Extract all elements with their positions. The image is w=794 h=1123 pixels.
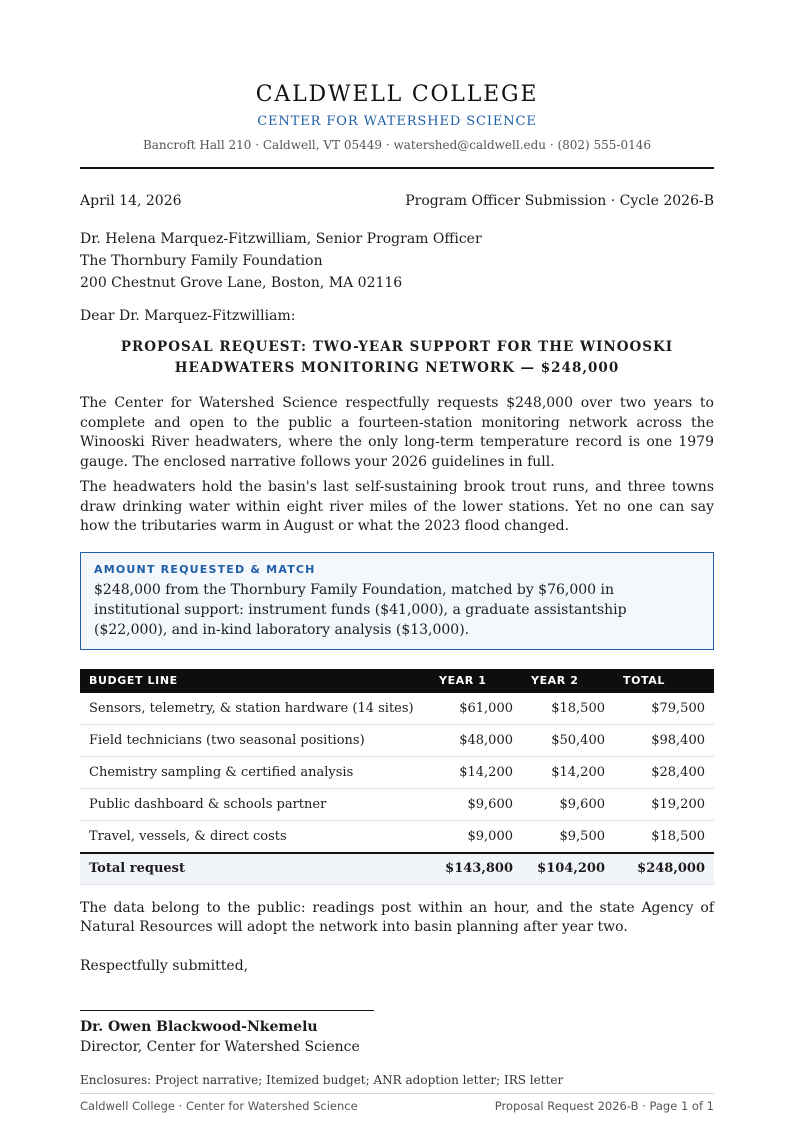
table-row [80, 788, 714, 820]
signer-name: Dr. Owen Blackwood-Nkemelu [80, 1018, 318, 1035]
year-1-amount: $48,000 [430, 724, 522, 756]
budget-line-label: Sensors, telemetry, & station hardware (14 sites) [80, 693, 430, 725]
footer-right: Proposal Request 2026-B · Page 1 of 1 [494, 1098, 714, 1113]
recipient-name: Dr. Helena Marquez-Fitzwilliam, Senior Program Officer [80, 231, 482, 247]
body-paragraph-3: The data belong to the public: readings post within an hour, and the state Agency of Natural Resources will adopt the network into basin planning after year two. [80, 899, 714, 935]
callout-label: AMOUNT REQUESTED & MATCH [94, 562, 316, 576]
signature-line [80, 1010, 374, 1011]
year-2-amount: $14,200 [522, 756, 614, 788]
header-total: TOTAL [614, 669, 714, 693]
line-total: $18,500 [614, 820, 714, 853]
submission-label: Program Officer Submission · Cycle 2026-B [405, 193, 714, 209]
line-total: $28,400 [614, 756, 714, 788]
line-total: $98,400 [614, 724, 714, 756]
center-name: CENTER FOR WATERSHED SCIENCE [257, 114, 537, 129]
table-row [80, 820, 714, 853]
year-1-amount: $9,000 [430, 820, 522, 853]
total-label: Total request [80, 853, 430, 885]
body-paragraph-1: The Center for Watershed Science respectfully requests $248,000 over two years to complete and open to the public a fourteen-station monitoring network across the Winooski River headwaters, where the only long-term temperature record is one 1979 gauge. The enclosed narrative follows your 2026 guidelines in full. [80, 395, 714, 470]
budget-line-label: Public dashboard & schools partner [80, 788, 430, 820]
header-budget-line: BUDGET LINE [80, 669, 430, 693]
page-footer [80, 1093, 714, 1113]
letter-page [80, 0, 714, 1113]
table-row [80, 693, 714, 725]
recipient-organization: The Thornbury Family Foundation [80, 253, 323, 269]
letter-date: April 14, 2026 [80, 193, 182, 209]
year-2-amount: $50,400 [522, 724, 614, 756]
salutation: Dear Dr. Marquez-Fitzwilliam: [80, 308, 296, 324]
letterhead [80, 0, 714, 169]
line-total: $79,500 [614, 693, 714, 725]
recipient-block [80, 228, 714, 294]
header-year-1: YEAR 1 [430, 669, 522, 693]
budget-table [80, 669, 714, 885]
subject-line: PROPOSAL REQUEST: TWO-YEAR SUPPORT FOR THE WINOOSKI HEADWATERS MONITORING NETWORK — $248,000 [120, 339, 674, 376]
year-1-amount: $9,600 [430, 788, 522, 820]
budget-header-row [80, 669, 714, 693]
table-row [80, 756, 714, 788]
recipient-address: 200 Chestnut Grove Lane, Boston, MA 02116 [80, 275, 403, 291]
budget-line-label: Field technicians (two seasonal positions) [80, 724, 430, 756]
year-1-amount: $14,200 [430, 756, 522, 788]
contact-line: Bancroft Hall 210 · Caldwell, VT 05449 · watershed@caldwell.edu · (802) 555-0146 [142, 138, 652, 152]
grand-total: $248,000 [614, 853, 714, 885]
body-paragraph-2: The headwaters hold the basin's last self-sustaining brook trout runs, and three towns draw drinking water within eight river miles of the lower stations. Yet no one can say how the tributaries warm in August or what the 2023 flood changed. [80, 479, 714, 534]
letterhead-rule [80, 167, 714, 169]
year-2-amount: $9,500 [522, 820, 614, 853]
year-2-amount: $18,500 [522, 693, 614, 725]
dateline [80, 191, 714, 211]
amount-callout [80, 552, 714, 650]
table-row [80, 724, 714, 756]
footer-left: Caldwell College · Center for Watershed Science [80, 1098, 358, 1113]
budget-line-label: Chemistry sampling & certified analysis [80, 756, 430, 788]
closing: Respectfully submitted, [80, 957, 249, 974]
total-row [80, 853, 714, 885]
callout-text: $248,000 from the Thornbury Family Foundation, matched by $76,000 in institutional support: instrument funds ($41,000), a graduate assistantship ($22,000), and in-kind laboratory analysis ($13,000). [94, 581, 627, 638]
total-year-2: $104,200 [522, 853, 614, 885]
header-year-2: YEAR 2 [522, 669, 614, 693]
total-year-1: $143,800 [430, 853, 522, 885]
college-name: CALDWELL COLLEGE [255, 82, 539, 107]
budget-line-label: Travel, vessels, & direct costs [80, 820, 430, 853]
year-2-amount: $9,600 [522, 788, 614, 820]
year-1-amount: $61,000 [430, 693, 522, 725]
line-total: $19,200 [614, 788, 714, 820]
signer-title: Director, Center for Watershed Science [80, 1038, 360, 1055]
enclosures: Enclosures: Project narrative; Itemized budget; ANR adoption letter; IRS letter [80, 1072, 564, 1087]
